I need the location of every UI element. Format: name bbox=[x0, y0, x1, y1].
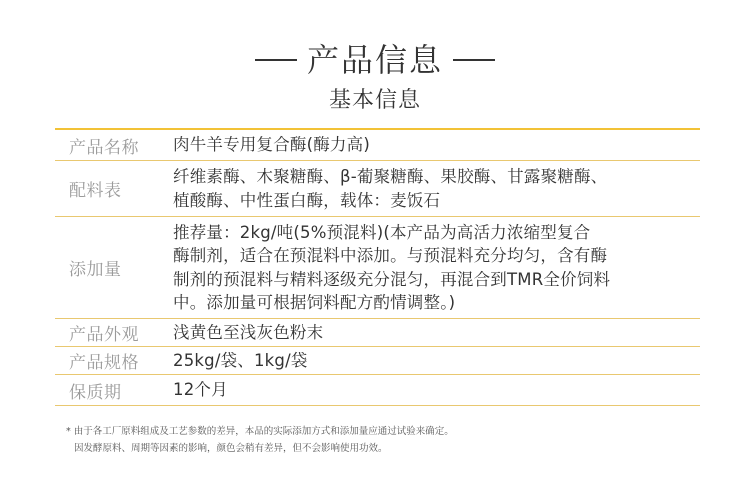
row-value: 推荐量：2kg/吨(5%预混料)(本产品为高活力浓缩型复合 酶制剂，适合在预混料中添加。与预混料充分均匀，含有酶 制剂的预混料与精料逐级充分混匀，再混合到TMR全价饲料 中。添加量可根据饲料配方酌情调整。) bbox=[173, 222, 611, 312]
row-value: 12个月 bbox=[173, 380, 228, 400]
table-row bbox=[55, 161, 700, 217]
table-row bbox=[55, 375, 700, 406]
section-title: 基本信息 bbox=[328, 88, 421, 113]
title-right-dash bbox=[453, 59, 495, 61]
table-row bbox=[55, 347, 700, 375]
page-title-group bbox=[0, 40, 750, 80]
row-label: 添加量 bbox=[69, 260, 122, 280]
row-value: 纤维素酶、木聚糖酶、β-葡聚糖酶、果胶酶、甘露聚糖酶、 植酸酶、中性蛋白酶，载体：麦饭石 bbox=[173, 167, 608, 210]
row-label: 产品规格 bbox=[69, 353, 139, 373]
table-row bbox=[55, 217, 700, 319]
footnote-line-2: 因发酵原料、周期等因素的影响，颜色会稍有差异，但不会影响使用功效。 bbox=[74, 443, 388, 454]
row-label: 产品外观 bbox=[69, 325, 139, 345]
product-info-table bbox=[55, 128, 700, 406]
row-value: 浅黄色至浅灰色粉末 bbox=[173, 322, 324, 342]
row-label: 配料表 bbox=[69, 181, 122, 201]
row-value: 25kg/袋、1kg/袋 bbox=[173, 350, 308, 370]
title-left-dash bbox=[255, 59, 297, 61]
table-row bbox=[55, 130, 700, 161]
footnote-line-1: * 由于各工厂原料组成及工艺参数的差异，本品的实际添加方式和添加量应通过试验来确定。 bbox=[66, 426, 454, 437]
table-row bbox=[55, 319, 700, 347]
row-label: 产品名称 bbox=[69, 137, 139, 158]
page-title: 产品信息 bbox=[306, 41, 443, 79]
row-label: 保质期 bbox=[69, 382, 122, 403]
row-value: 肉牛羊专用复合酶(酶力高) bbox=[173, 135, 370, 155]
